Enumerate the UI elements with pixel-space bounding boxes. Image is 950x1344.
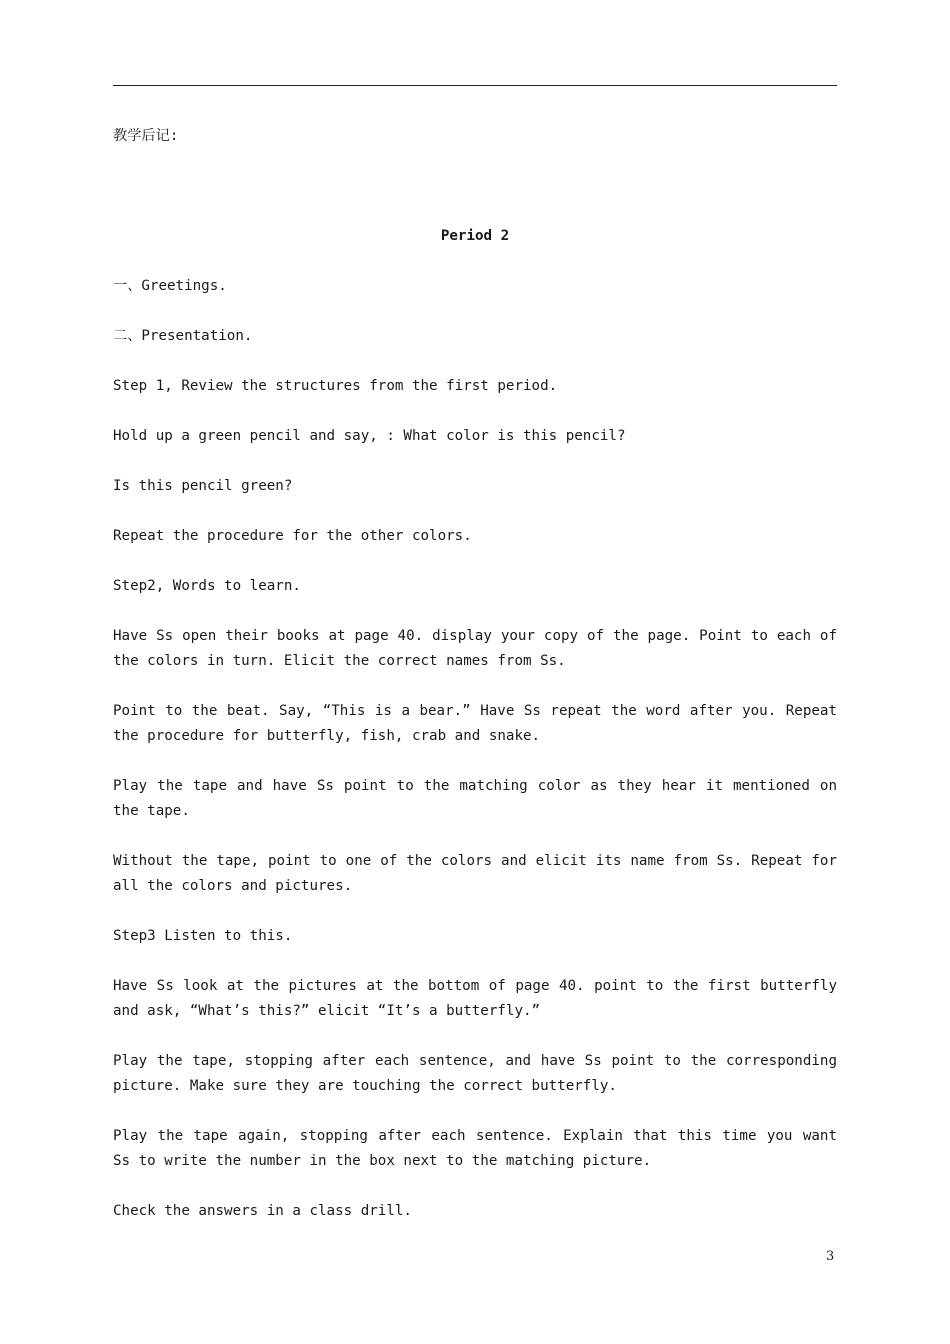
paragraph-step2: Step2, Words to learn. bbox=[113, 578, 301, 594]
paragraph-pencil-green: Is this pencil green? bbox=[113, 478, 293, 494]
paragraph-play-tape: Play the tape and have Ss point to the matching color as they hear it mentioned on the tape. bbox=[113, 778, 837, 819]
paragraph-play-tape-again: Play the tape again, stopping after each sentence. Explain that this time you want Ss to write the number in the box next to the matching picture. bbox=[113, 1128, 837, 1169]
paragraph-without-tape: Without the tape, point to one of the colors and elicit its name from Ss. Repeat for all the colors and pictures. bbox=[113, 853, 837, 894]
paragraph-hold-up-pencil: Hold up a green pencil and say, : What color is this pencil? bbox=[113, 428, 626, 444]
paragraph-repeat-colors: Repeat the procedure for the other colors. bbox=[113, 528, 472, 544]
paragraph-point-bear: Point to the beat. Say, “This is a bear.” Have Ss repeat the word after you. Repeat the procedure for butterfly, fish, crab and snake. bbox=[113, 703, 837, 744]
page-number: 3 bbox=[826, 1249, 835, 1264]
paragraph-look-pictures: Have Ss look at the pictures at the bottom of page 40. point to the first butterfly and ask, “What’s this?” elicit “It’s a butterfly.” bbox=[113, 978, 837, 1019]
paragraph-presentation: 二、Presentation. bbox=[113, 328, 253, 344]
period-title: Period 2 bbox=[440, 228, 510, 244]
paragraph-greetings: 一、Greetings. bbox=[113, 278, 227, 294]
paragraph-open-books: Have Ss open their books at page 40. display your copy of the page. Point to each of the colors in turn. Elicit the correct names from Ss. bbox=[113, 628, 837, 669]
paragraph-play-tape-stopping: Play the tape, stopping after each sentence, and have Ss point to the corresponding picture. Make sure they are touching the correct butterfly. bbox=[113, 1053, 837, 1094]
paragraph-step1: Step 1, Review the structures from the first period. bbox=[113, 378, 558, 394]
top-rule-divider bbox=[113, 85, 837, 86]
paragraph-step3: Step3 Listen to this. bbox=[113, 928, 293, 944]
document-body bbox=[113, 124, 837, 1249]
paragraph-check-answers: Check the answers in a class drill. bbox=[113, 1203, 412, 1219]
teaching-notes-heading: 教学后记: bbox=[113, 128, 179, 144]
